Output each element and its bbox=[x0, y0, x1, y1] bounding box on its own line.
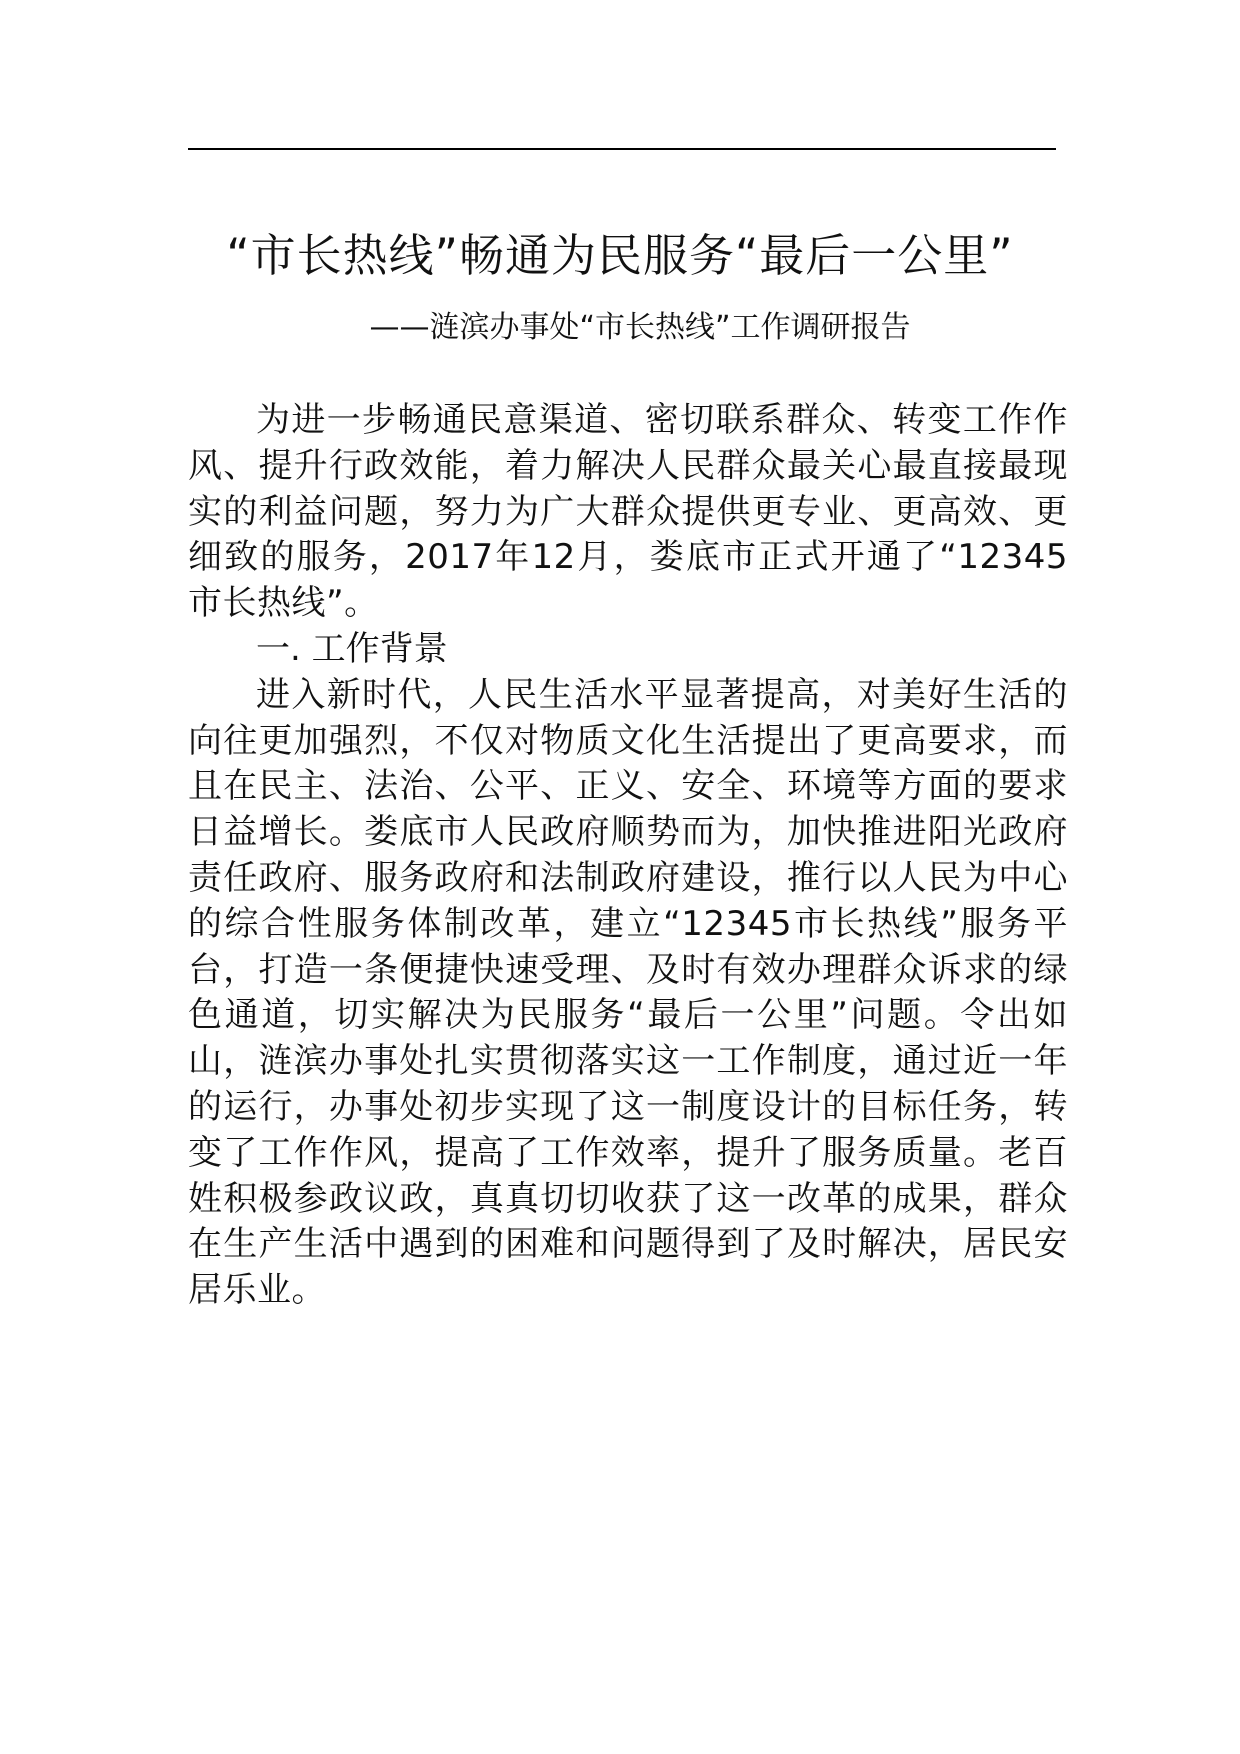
header-rule bbox=[188, 148, 1056, 150]
document-title: “市长热线”畅通为民服务“最后一公里” bbox=[226, 229, 1014, 282]
section-heading: 一. 工作背景 bbox=[256, 628, 448, 669]
intro-paragraph: 为进一步畅通民意渠道、密切联系群众、转变工作作风、提升行政效能，着力解决人民群众最关心最直接最现实的利益问题，努力为广大群众提供更专业、更高效、更细致的服务，2017年12月，娄底市正式开通了“12345市长热线”。 bbox=[188, 400, 1068, 624]
section-paragraph: 进入新时代，人民生活水平显著提高，对美好生活的向往更加强烈，不仅对物质文化生活提出了更高要求，而且在民主、法治、公平、正义、安全、环境等方面的要求日益增长。娄底市人民政府顺势而为，加快推进阳光政府责任政府、服务政府和法制政府建设，推行以人民为中心的综合性服务体制改革，建立“12345市长热线”服务平台，打造一条便捷快速受理、及时有效办理群众诉求的绿色通道，切实解决为民服务“最后一公里”问题。令出如山，涟滨办事处扎实贯彻落实这一工作制度，通过近一年的运行，办事处初步实现了这一制度设计的目标任务，转变了工作作风，提高了工作效率，提升了服务质量。老百姓积极参政议政，真真切切收获了这一改革的成果，群众在生产生活中遇到的困难和问题得到了及时解决，居民安居乐业。 bbox=[188, 674, 1068, 1311]
document-body bbox=[188, 398, 1068, 1314]
document-subtitle: ——涟滨办事处“市长热线”工作调研报告 bbox=[369, 310, 911, 345]
